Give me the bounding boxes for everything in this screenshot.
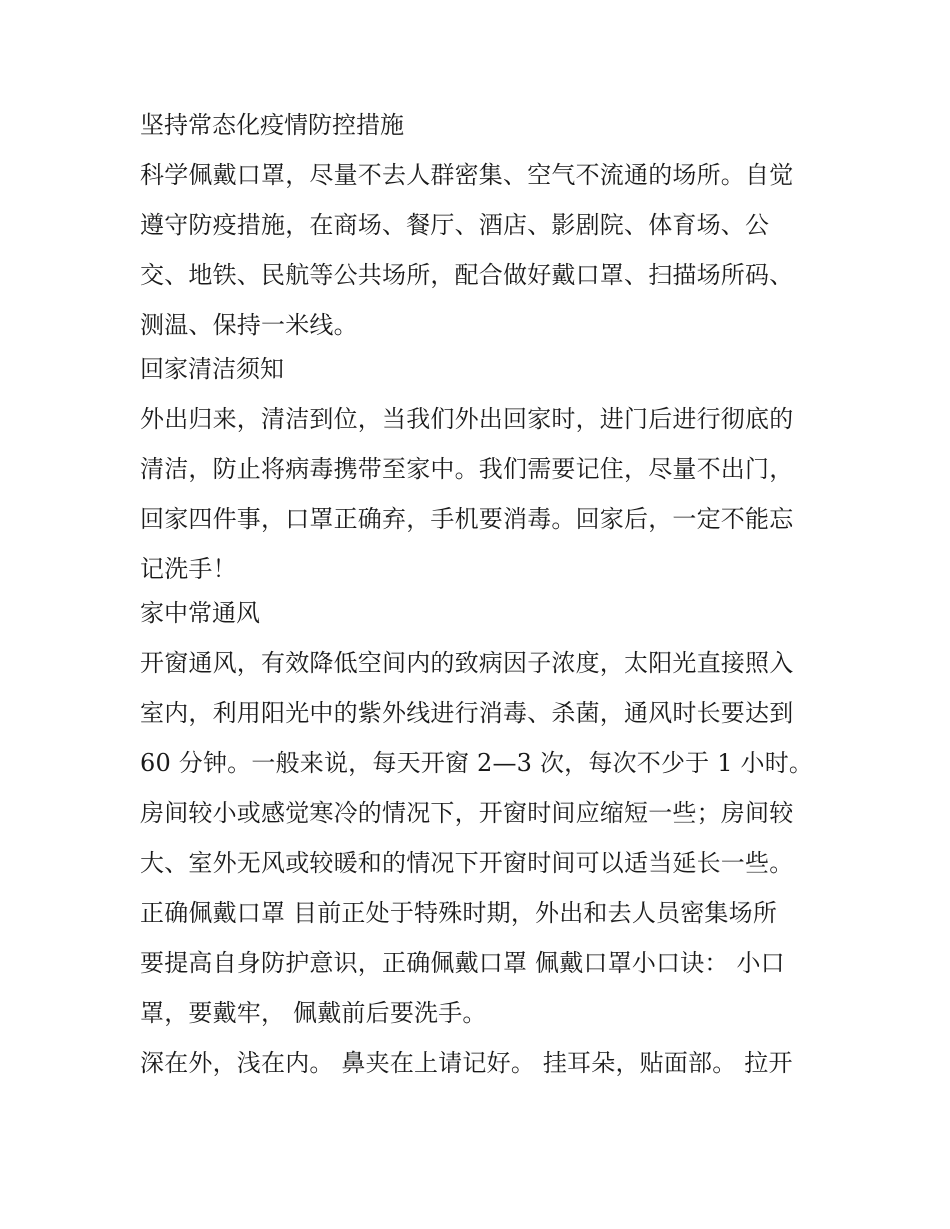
text-line: 要提高自身防护意识，正确佩戴口罩 佩戴口罩小口诀： 小口 [140,949,785,977]
text-line: 60 分钟。一般来说，每天开窗 2—3 次，每次不少于 1 小时。 [140,749,814,777]
text-line: 房间较小或感觉寒冷的情况下，开窗时间应缩短一些；房间较 [140,799,794,827]
text-line: 罩，要戴牢， 佩戴前后要洗手。 [140,999,487,1027]
paragraph-ventilation [140,638,820,1038]
text-line: 正确佩戴口罩 目前正处于特殊时期，外出和去人员密集场所 [140,899,778,927]
text-line: 遵守防疫措施，在商场、餐厅、酒店、影剧院、体育场、公 [140,211,770,239]
text-line: 回家四件事，口罩正确弃，手机要消毒。回家后，一定不能忘 [140,505,794,533]
text-line: 外出归来，清洁到位，当我们外出回家时，进门后进行彻底的 [140,405,794,433]
text-line: 测温、保持一米线。 [140,311,358,339]
section-heading-home-cleaning: 回家清洁须知 [140,355,284,383]
text-line: 开窗通风，有效降低空间内的致病因子浓度，太阳光直接照入 [140,649,794,677]
text-line: 深在外，浅在内。 鼻夹在上请记好。 挂耳朵，贴面部。 拉开 [140,1049,793,1077]
text-line: 交、地铁、民航等公共场所，配合做好戴口罩、扫描场所码、 [140,261,794,289]
text-line: 记洗手！ [140,555,237,583]
paragraph-home-cleaning [140,394,820,594]
text-line: 室内，利用阳光中的紫外线进行消毒、杀菌，通风时长要达到 [140,699,794,727]
section-heading-epidemic-measures: 坚持常态化疫情防控措施 [140,111,404,139]
text-line: 清洁，防止将病毒携带至家中。我们需要记住，尽量不出门， [140,455,794,483]
section-heading-ventilation: 家中常通风 [140,599,260,627]
text-line: 大、室外无风或较暖和的情况下开窗时间可以适当延长一些。 [140,849,794,877]
paragraph-epidemic-measures [140,150,820,350]
document-body [140,108,820,1088]
paragraph-mask-rhyme [140,1038,820,1088]
text-line: 科学佩戴口罩，尽量不去人群密集、空气不流通的场所。自觉 [140,161,794,189]
